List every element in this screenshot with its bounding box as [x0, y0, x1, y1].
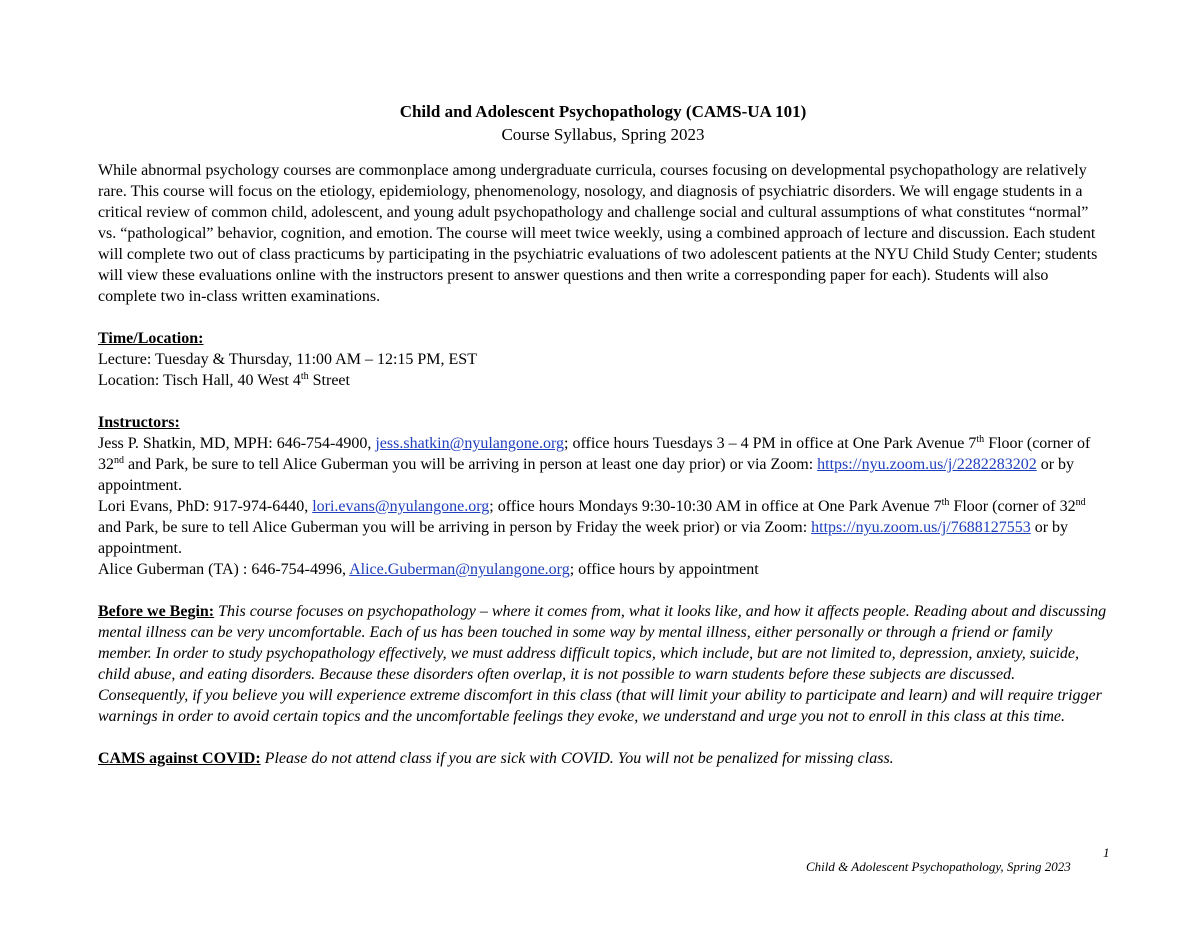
- evans-street-superscript: nd: [1075, 497, 1086, 508]
- intro-paragraph: While abnormal psychology courses are commonplace among undergraduate curricula, courses focusing on developmental psychopathology are relatively rare. This course will focus on the etiology, epidemiology, phenomenology, nosology, and diagnosis of psychiatric disorders. We will engage students in a critical review of common child, adolescent, and young adult psychopathology and challenge social and cultural assumptions of what constitutes “normal” vs. “pathological” behavior, cognition, and emotion. The course will meet twice weekly, using a combined approach of lecture and discussion. Each student will complete two out of class practicums by participating in the psychiatric evaluations of two adolescent patients at the NYU Child Study Center; students will view these evaluations online with the instructors present to answer questions and then write a corresponding paper for each). Students will also complete two in-class written examinations.: [98, 162, 1098, 305]
- shatkin-street-superscript: nd: [114, 455, 124, 466]
- spacer: [98, 580, 1108, 601]
- evans-name-phone: Lori Evans, PhD: 917-974-6440,: [98, 498, 313, 515]
- evans-appointment-text: or by appointment.: [98, 519, 1069, 557]
- running-footer-title: Child & Adolescent Psychopathology, Spring 2023: [806, 859, 1071, 874]
- spacer: [98, 391, 1108, 412]
- evans-zoom-link[interactable]: https://nyu.zoom.us/j/7688127553: [811, 519, 1031, 536]
- page-title: Child and Adolescent Psychopathology (CAMS-UA 101): [399, 102, 807, 121]
- covid-text: Please do not attend class if you are sick with COVID. You will not be penalized for missing class.: [260, 750, 894, 767]
- evans-floor-superscript: th: [941, 497, 950, 508]
- evans-contact: [98, 498, 1086, 557]
- guberman-email-link[interactable]: Alice.Guberman@nyulangone.org: [349, 561, 570, 578]
- shatkin-name-phone: Jess P. Shatkin, MD, MPH: 646-754-4900,: [98, 435, 376, 452]
- spacer: [98, 307, 1108, 328]
- shatkin-office-hours: ; office hours Tuesdays 3 – 4 PM in office at One Park Avenue 7: [564, 435, 977, 452]
- evans-arrival-text: and Park, be sure to tell Alice Guberman you will be arriving in person by Friday the week prior) or via Zoom:: [98, 519, 812, 536]
- page-subtitle: Course Syllabus, Spring 2023: [501, 125, 705, 144]
- before-we-begin-section: [98, 601, 1108, 727]
- shatkin-contact: [98, 435, 1090, 494]
- shatkin-email-link[interactable]: jess.shatkin@nyulangone.org: [375, 435, 564, 452]
- before-we-begin-text: This course focuses on psychopathology – where it comes from, what it looks like, and how it affects people. Reading about and discussing mental illness can be very uncomfortable. Each of us has been touched in some way by mental illness, either personally or through a friend or family member. In order to study psychopathology effectively, we must address difficult topics, which include, but are not limited to, depression, anxiety, suicide, child abuse, and eating disorders. Because these disorders often overlap, it is not possible to warn students before these subjects are discussed. Consequently, if you believe you will experience extreme discomfort in this class (that will limit your ability to participate and learn) and will require trigger warnings in order to avoid certain topics and the uncomfortable feelings they evoke, we understand and urge you not to enroll in this class at this time.: [98, 603, 1107, 725]
- location-suffix: Street: [308, 372, 350, 389]
- evans-corner-text: Floor (corner of 32: [949, 498, 1076, 515]
- guberman-name-phone: Alice Guberman (TA) : 646-754-4996,: [98, 561, 350, 578]
- shatkin-appointment-text: or by appointment.: [98, 456, 1075, 494]
- shatkin-arrival-text: and Park, be sure to tell Alice Guberman you will be arriving in person at least one day prior) or via Zoom:: [124, 456, 818, 473]
- time-location-section: [98, 328, 1108, 391]
- syllabus-page: [98, 100, 1108, 769]
- guberman-contact: [98, 561, 759, 578]
- shatkin-zoom-link[interactable]: https://nyu.zoom.us/j/2282283202: [817, 456, 1037, 473]
- location-superscript: th: [300, 371, 309, 382]
- covid-section: [98, 748, 1108, 769]
- guberman-office-hours: ; office hours by appointment: [569, 561, 759, 578]
- shatkin-floor-superscript: th: [976, 434, 985, 445]
- time-location-heading: Time/Location:: [98, 330, 204, 347]
- before-we-begin-heading: Before we Begin:: [98, 603, 215, 620]
- location-text: Location: Tisch Hall, 40 West 4: [98, 372, 301, 389]
- shatkin-corner-text: Floor (corner of 32: [98, 435, 1091, 473]
- instructors-section: [98, 412, 1108, 580]
- instructors-heading: Instructors:: [98, 414, 180, 431]
- evans-email-link[interactable]: lori.evans@nyulangone.org: [312, 498, 490, 515]
- page-number: 1: [1103, 845, 1110, 860]
- evans-office-hours: ; office hours Mondays 9:30-10:30 AM in office at One Park Avenue 7: [489, 498, 942, 515]
- lecture-time: Lecture: Tuesday & Thursday, 11:00 AM – 12:15 PM, EST: [98, 351, 477, 368]
- covid-heading: CAMS against COVID:: [98, 750, 261, 767]
- spacer: [98, 727, 1108, 748]
